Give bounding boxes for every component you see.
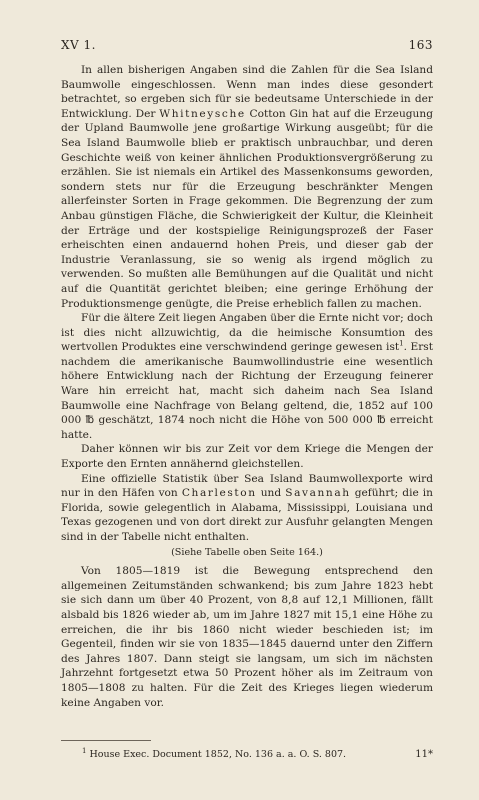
footnote-ref: 1 <box>399 339 404 348</box>
spaced-name: Whitneysche <box>159 107 246 120</box>
paragraph: In allen bisherigen Angaben sind die Zahlen für die Sea Island Baumwolle eingeschlossen. Wenn man indes diese gesondert betrachtet, so ergeben sich für sie bedeutsame Unterschiede in der Entwicklung. Der Whitneysche Cotton Gin hat auf die Erzeugung der Upland Baumwolle jene großartige Wirkung ausgeübt; für die Sea Island Baumwolle blieb er praktisch unbrauchbar, und deren Geschichte weiß von keiner ähnlichen Produktionsvergrößerung zu erzählen. Sie ist niemals ein Artikel des Massenkonsums geworden, sondern stets nur für die Erzeugung beschränkter Mengen allerfeinster Sorten in Frage gekommen. Die Begrenzung der zum Anbau günstigen Fläche, die Schwierigkeit der Kultur, die Kleinheit der Erträge und der kostspielige Reinigungsprozeß der Faser erheischten einen andauernd hohen Preis, und dieser gab der Industrie Veranlassung, sie so wenig als irgend möglich zu verwenden. So mußten alle Bemühungen auf die Qualität und nicht auf die Quantität gerichtet bleiben; eine geringe Erhöhung der Produktionsmenge genügte, die Preise erheblich fallen zu machen. <box>61 64 433 310</box>
page-header <box>61 38 433 52</box>
signature-mark: 11* <box>415 749 433 760</box>
section-number: XV 1. <box>61 38 96 52</box>
footnote-text: House Exec. Document 1852, No. 136 a. a. O. S. 807. <box>86 749 347 760</box>
footnote <box>82 746 433 760</box>
page-number: 163 <box>408 38 433 52</box>
paragraph: Eine offizielle Statistik über Sea Island Baumwollexporte wird nur in den Häfen von Charleston und Savannah geführt; die in Florida, sowie gelegentlich in Alabama, Mississippi, Louisiana und Texas gezogenen und von dort direkt zur Ausfuhr gelangten Mengen sind in der Tabelle nicht enthalten. <box>61 472 433 543</box>
spaced-name: Charleston <box>181 487 257 500</box>
paragraph: Daher können wir bis zur Zeit vor dem Kriege die Mengen der Exporte den Ernten annähernd gleichstellen. <box>61 443 433 471</box>
paragraph: Für die ältere Zeit liegen Angaben über die Ernte nicht vor; doch ist dies nicht allzuwichtig, da die heimische Konsumtion des wertvollen Produktes eine verschwindend geringe gewesen ist$^1$. Erst nachdem die amerikanische Baumwollindustrie eine wesentlich höhere Entwicklung nach der Richtung der Erzeugung feinerer Ware hin erreicht hat, macht sich daheim nach Sea Island Baumwolle eine Nachfrage von Belang geltend, die, 1852 auf 100 000 ℔ geschätzt, 1874 noch nicht die Höhe von 500 000 ℔ erreicht hatte. <box>61 312 433 441</box>
paragraph: Von 1805—1819 ist die Bewegung entsprechend den allgemeinen Zeitumständen schwankend; bis zum Jahre 1823 hebt sie sich dann um über 40 Prozent, von 8,8 auf 12,1 Millionen, fällt alsbald bis 1826 wieder ab, um im Jahre 1827 mit 15,1 eine Höhe zu erreichen, die ihr bis 1860 nicht wieder beschieden ist; im Gegenteil, finden wir sie von 1835—1845 dauernd unter den Ziffern des Jahres 1807. Dann steigt sie langsam, um sich im nächsten Jahrzehnt fortgesetzt etwa 50 Prozent höher als im Zeitraum von 1805—1808 zu halten. Für die Zeit des Krieges liegen wiederum keine Angaben vor. <box>61 565 433 709</box>
footnote-mark: 1 <box>82 746 87 755</box>
page-body <box>61 63 433 710</box>
spaced-name: Savannah <box>285 487 351 500</box>
footnote-divider <box>61 740 151 741</box>
table-reference: (Siehe Tabelle oben Seite 164.) <box>171 546 323 558</box>
